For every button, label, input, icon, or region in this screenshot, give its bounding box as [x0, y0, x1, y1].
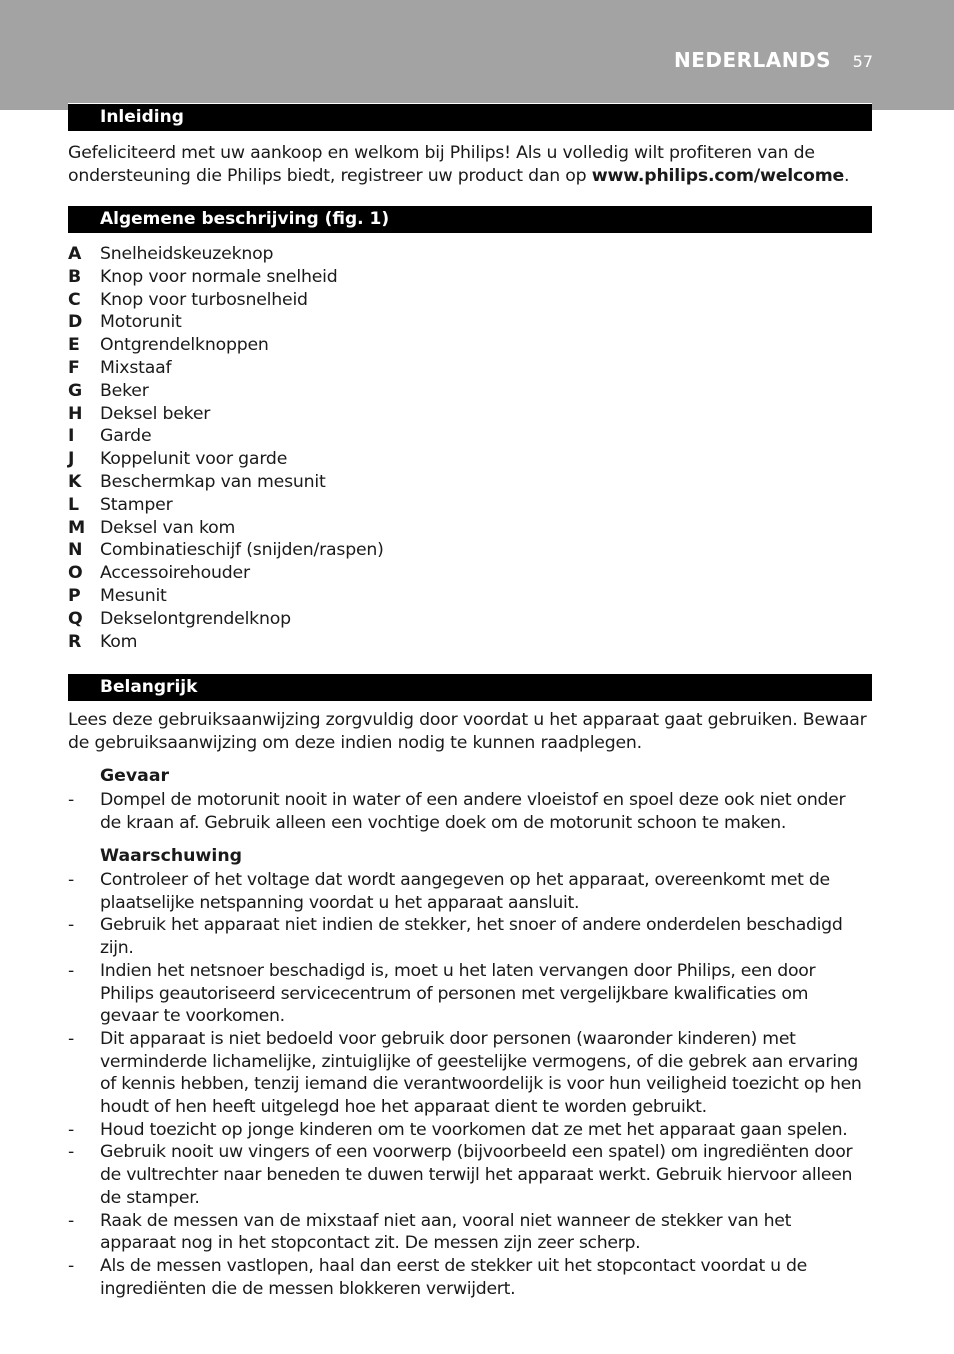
legend-key: P: [68, 585, 81, 606]
bullet-item: [68, 789, 868, 834]
warning-heading: Waarschuwing: [100, 846, 242, 866]
legend-key: A: [68, 244, 82, 264]
bullet-text: Raak de messen van de mixstaaf niet aan, vooral niet wanneer de stekker van het apparaat nog in het stopcontact zit. De messen zijn zeer scherp.: [100, 1210, 792, 1254]
legend-label: Knop voor turbosnelheid: [100, 289, 308, 310]
legend-label: Knop voor normale snelheid: [100, 266, 338, 287]
bullet-dash: -: [68, 915, 74, 936]
bullet-text: Dit apparaat is niet bedoeld voor gebruik door personen (waaronder kinderen) met verminderde lichamelijke, zintuiglijke of geestelijke vermogens, of die gebrek aan ervaring of kennis hebben, tenzij iemand die verantwoordelijk is voor hun veiligheid toezicht op hen houdt of hen heeft uitgelegd hoe het apparaat dient te worden gebruikt.: [100, 1028, 862, 1118]
legend-key: F: [68, 357, 80, 378]
legend-key: G: [68, 380, 83, 401]
bullet-text: Houd toezicht op jonge kinderen om te voorkomen dat ze met het apparaat gaan spelen.: [100, 1119, 848, 1140]
bullet-item: [68, 1210, 868, 1255]
legend-label: Combinatieschijf (snijden/raspen): [100, 540, 384, 561]
bullet-item: [68, 960, 868, 1028]
legend-label: Motorunit: [100, 312, 182, 333]
language-heading: NEDERLANDS: [673, 48, 831, 72]
important-intro: Lees deze gebruiksaanwijzing zorgvuldig door voordat u het apparaat gaat gebruiken. Bewaar de gebruiksaanwijzing om deze indien nodig te kunnen raadplegen.: [68, 710, 867, 753]
legend-label: Mesunit: [100, 585, 167, 606]
legend-key: M: [68, 517, 86, 538]
section-title-intro: Inleiding: [100, 107, 184, 127]
bullet-text: Dompel de motorunit nooit in water of een andere vloeistof en spoel deze ook niet onder de kraan af. Gebruik alleen een vochtige doek om de motorunit schoon te maken.: [100, 790, 846, 833]
legend-label: Koppelunit voor garde: [100, 449, 288, 470]
intro-text-end: .: [844, 165, 850, 186]
legend-label: Dekselontgrendelknop: [100, 608, 291, 629]
warning-list: [68, 869, 868, 1300]
bullet-dash: -: [68, 1255, 74, 1276]
section-title-important: Belangrijk: [100, 677, 198, 697]
bullet-dash: -: [68, 790, 74, 810]
legend-key: N: [68, 540, 83, 561]
legend-key: R: [68, 631, 82, 652]
legend-label: Beker: [100, 380, 149, 401]
bullet-item: [68, 869, 868, 914]
bullet-text: Indien het netsnoer beschadigd is, moet u het laten vervangen door Philips, een door Philips geautoriseerd servicecentrum of personen met vergelijkbare kwalificaties om gevaar te voorkomen.: [100, 960, 816, 1027]
intro-paragraph: [68, 142, 868, 187]
legend-label: Accessoirehouder: [100, 563, 250, 584]
bullet-dash: -: [68, 870, 74, 890]
legend-label: Garde: [100, 426, 152, 447]
bullet-dash: -: [68, 960, 74, 981]
legend-label: Deksel van kom: [100, 517, 236, 538]
bullet-item: [68, 1255, 868, 1300]
danger-list: [68, 789, 868, 834]
bullet-dash: -: [68, 1142, 74, 1163]
legend-key: K: [68, 471, 82, 492]
bullet-item: [68, 1028, 868, 1119]
bullet-text: Controleer of het voltage dat wordt aangegeven op het apparaat, overeenkomt met de plaatselijke netspanning voordat u het apparaat aansluit.: [100, 870, 830, 913]
welcome-link[interactable]: www.philips.com/welcome: [591, 165, 845, 186]
intro-text: Gefeliciteerd met uw aankoop en welkom bij Philips! Als u volledig wilt profiteren van de ondersteuning die Philips biedt, registreer uw product dan op: [68, 143, 815, 186]
bullet-dash: -: [68, 1028, 74, 1049]
legend-key: I: [68, 426, 75, 447]
section-title-description: Algemene beschrijving (fig. 1): [100, 209, 390, 229]
legend-key: C: [68, 289, 81, 310]
legend-label: Mixstaaf: [100, 357, 172, 378]
page-number: 57: [852, 52, 873, 71]
bullet-dash: -: [68, 1210, 74, 1231]
bullet-item: [68, 1141, 868, 1209]
legend-key: D: [68, 312, 83, 333]
legend-label: Ontgrendelknoppen: [100, 335, 269, 356]
legend-key: E: [68, 335, 80, 356]
legend-key: H: [68, 403, 83, 424]
danger-heading: Gevaar: [100, 766, 170, 786]
legend-label: Deksel beker: [100, 403, 211, 424]
legend-key: J: [68, 449, 75, 470]
legend-label: Beschermkap van mesunit: [100, 471, 326, 492]
section-bar-description: [68, 205, 872, 233]
legend-key: O: [68, 563, 83, 584]
bullet-text: Gebruik het apparaat niet indien de stekker, het snoer of andere onderdelen beschadigd zijn.: [100, 915, 843, 959]
section-bar-important: [68, 673, 872, 701]
legend-label: Stamper: [100, 494, 173, 515]
legend-label: Kom: [100, 631, 138, 652]
bullet-dash: -: [68, 1119, 74, 1140]
legend-key: B: [68, 266, 82, 287]
section-bar-intro: [68, 103, 872, 131]
bullet-text: Als de messen vastlopen, haal dan eerst de stekker uit het stopcontact voordat u de ingrediënten die de messen blokkeren verwijdert.: [100, 1255, 807, 1299]
bullet-text: Gebruik nooit uw vingers of een voorwerp (bijvoorbeeld een spatel) om ingrediënten door de vultrechter naar beneden te duwen terwijl het apparaat werkt. Gebruik hiervoor alleen de stamper.: [100, 1142, 853, 1208]
legend-key: L: [68, 494, 80, 515]
legend-key: Q: [68, 608, 83, 629]
legend-label: Snelheidskeuzeknop: [100, 244, 274, 264]
bullet-item: [68, 1119, 868, 1142]
bullet-item: [68, 914, 868, 959]
